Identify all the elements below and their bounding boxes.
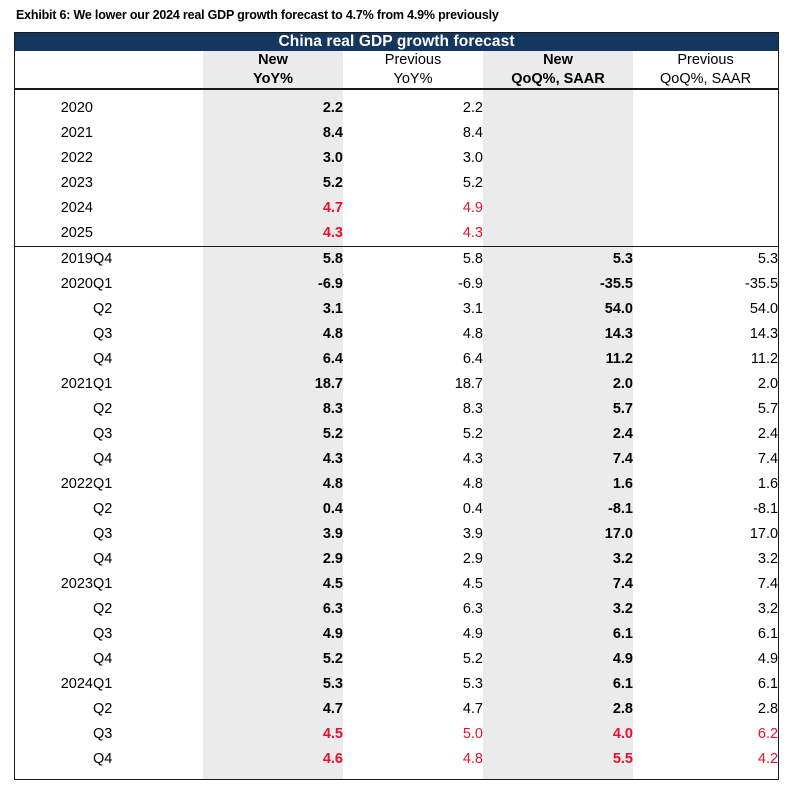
row-new-yoy: 4.8 [203,472,343,497]
row-quarter: Q3 [93,626,113,643]
row-year: 2020 [60,276,93,293]
row-new-qoq [483,171,633,196]
table-banner-title: China real GDP growth forecast [15,33,778,51]
row-prev-yoy: 3.1 [462,301,483,318]
row-prev-qoq: 54.0 [749,301,779,318]
row-new-qoq: 7.4 [483,447,633,472]
row-quarter: Q4 [93,751,113,768]
row-new-qoq: 6.1 [483,622,633,647]
row-quarter: Q4 [93,651,113,668]
header-prev-qoq-line1: Previous [677,52,734,68]
row-year: 2023 [60,175,93,192]
header-prev-qoq [633,51,778,88]
table-row [15,422,778,447]
row-new-qoq [483,96,633,121]
row-year [15,497,93,522]
table-row [15,747,778,772]
header-new-qoq-line2: QoQ%, SAAR [511,70,605,87]
header-prev-yoy-line1: Previous [384,52,442,68]
row-new-yoy: 0.4 [203,497,343,522]
table-row [15,372,778,397]
header-quarter-col [93,51,203,88]
row-prev-yoy: 2.9 [462,551,483,568]
row-prev-yoy: 6.4 [462,351,483,368]
row-year: 2025 [60,225,93,242]
row-quarter: Q3 [93,726,113,743]
row-quarter [93,221,203,246]
row-new-qoq: 7.4 [483,572,633,597]
row-prev-yoy: 4.8 [462,751,483,768]
row-prev-qoq [633,221,778,246]
row-quarter [93,171,203,196]
row-prev-yoy: 5.8 [462,251,483,268]
row-prev-yoy: 4.8 [462,326,483,343]
row-prev-qoq: 4.2 [757,751,779,768]
row-year [15,397,93,422]
row-new-qoq: 4.0 [483,722,633,747]
table-row [15,722,778,747]
row-prev-yoy: 4.5 [462,576,483,593]
row-new-yoy: 2.9 [203,547,343,572]
row-new-yoy: 5.8 [203,247,343,273]
row-new-yoy: 3.0 [203,146,343,171]
row-prev-qoq: 11.2 [750,351,779,368]
row-new-qoq: 3.2 [483,547,633,572]
row-prev-qoq [633,121,778,146]
row-prev-yoy: 3.0 [462,150,483,167]
row-prev-qoq: 2.0 [757,376,779,393]
table-row [15,522,778,547]
table-row [15,196,778,221]
row-prev-qoq: 2.4 [757,426,779,443]
row-prev-qoq [633,196,778,221]
row-quarter: Q1 [93,576,113,593]
table-row [15,146,778,171]
row-year [15,647,93,672]
annual-top-spacer [15,89,778,96]
row-quarter: Q4 [93,551,113,568]
row-quarter: Q3 [93,526,113,543]
row-prev-qoq: 14.3 [749,326,779,343]
table-row [15,497,778,522]
row-prev-qoq: 6.2 [757,726,779,743]
row-new-yoy: 4.8 [203,322,343,347]
row-year: 2024 [60,200,93,217]
row-new-yoy: 3.9 [203,522,343,547]
row-quarter: Q4 [93,351,113,368]
header-prev-yoy-line2: YoY% [393,70,433,87]
row-new-yoy: 3.1 [203,297,343,322]
row-quarter: Q1 [93,676,113,693]
row-new-qoq: 5.3 [483,247,633,273]
row-year: 2024 [60,676,93,693]
row-new-yoy: 2.2 [203,96,343,121]
header-new-qoq [483,51,633,88]
row-prev-qoq [633,171,778,196]
table-header-row [15,51,778,88]
table-body [15,33,778,779]
header-new-yoy-line1: New [258,52,288,68]
table-bottom-padding [15,772,778,779]
row-new-yoy: 6.3 [203,597,343,622]
gdp-forecast-table [15,33,778,779]
row-prev-yoy: 3.9 [462,526,483,543]
table-row [15,547,778,572]
row-year [15,322,93,347]
table-row [15,697,778,722]
row-new-yoy: 5.3 [203,672,343,697]
row-year: 2020 [60,100,93,117]
row-prev-qoq: 3.2 [757,601,779,618]
row-prev-qoq: 5.3 [757,251,779,268]
row-new-yoy: -6.9 [203,272,343,297]
row-prev-yoy: 5.3 [462,676,483,693]
row-year [15,547,93,572]
table-row [15,622,778,647]
header-new-yoy [203,51,343,88]
row-prev-qoq: 17.0 [749,526,779,543]
row-prev-yoy: 8.3 [462,401,483,418]
row-new-qoq: 2.0 [483,372,633,397]
row-new-yoy: 5.2 [203,422,343,447]
exhibit-title: Exhibit 6: We lower our 2024 real GDP growth forecast to 4.7% from 4.9% previously [16,8,499,22]
table-row [15,572,778,597]
row-year [15,697,93,722]
row-year: 2021 [60,125,93,142]
row-year [15,747,93,772]
header-prev-qoq-line2: QoQ%, SAAR [660,70,752,87]
row-new-qoq: 6.1 [483,672,633,697]
row-quarter [93,121,203,146]
row-new-yoy: 4.3 [203,447,343,472]
row-quarter: Q4 [93,251,113,268]
row-prev-yoy: 5.0 [462,726,483,743]
row-new-qoq [483,121,633,146]
row-prev-qoq: 6.1 [757,676,779,693]
row-new-qoq: 54.0 [483,297,633,322]
table-row [15,347,778,372]
row-new-yoy: 5.2 [203,171,343,196]
table-row [15,96,778,121]
row-prev-qoq [633,96,778,121]
row-prev-qoq: -35.5 [745,276,779,293]
row-year: 2019 [60,251,93,268]
row-new-qoq [483,146,633,171]
row-new-yoy: 4.5 [203,722,343,747]
row-prev-qoq: 3.2 [757,551,779,568]
row-quarter: Q2 [93,301,113,318]
row-new-qoq: 2.8 [483,697,633,722]
row-prev-yoy: 5.2 [462,651,483,668]
row-prev-yoy: 4.9 [462,626,483,643]
row-new-qoq: 11.2 [483,347,633,372]
row-year: 2023 [60,576,93,593]
row-quarter [93,146,203,171]
row-quarter: Q1 [93,276,113,293]
row-new-qoq: 5.7 [483,397,633,422]
table-banner-row [15,33,778,51]
table-row [15,221,778,246]
table-row [15,672,778,697]
row-new-yoy: 4.6 [203,747,343,772]
row-new-qoq [483,196,633,221]
row-prev-yoy: 6.3 [462,601,483,618]
row-quarter: Q3 [93,426,113,443]
row-prev-qoq: 1.6 [757,476,779,493]
row-quarter: Q2 [93,701,113,718]
row-new-qoq: -8.1 [483,497,633,522]
row-new-qoq: 4.9 [483,647,633,672]
row-year [15,422,93,447]
header-new-qoq-line1: New [543,52,573,68]
row-quarter: Q3 [93,326,113,343]
row-new-qoq: 17.0 [483,522,633,547]
row-quarter: Q2 [93,401,113,418]
row-prev-yoy: 2.2 [462,100,483,117]
row-year: 2022 [60,476,93,493]
row-new-qoq: 5.5 [483,747,633,772]
table-row [15,297,778,322]
row-prev-qoq: 4.9 [757,651,779,668]
row-quarter [93,196,203,221]
table-row [15,647,778,672]
row-new-yoy: 5.2 [203,647,343,672]
row-prev-yoy: 5.2 [462,175,483,192]
row-year [15,722,93,747]
row-prev-qoq: 5.7 [757,401,779,418]
table-row [15,322,778,347]
row-year [15,347,93,372]
row-new-yoy: 4.7 [203,196,343,221]
row-prev-yoy: 4.3 [462,451,483,468]
table-row [15,597,778,622]
row-year [15,447,93,472]
table-row [15,171,778,196]
row-year [15,297,93,322]
row-prev-yoy: 4.3 [462,225,483,242]
table-row [15,272,778,297]
table-row [15,397,778,422]
row-new-yoy: 18.7 [203,372,343,397]
row-prev-yoy: 4.9 [462,200,483,217]
row-year [15,597,93,622]
row-quarter: Q1 [93,476,113,493]
header-prev-yoy [343,51,483,88]
row-new-qoq: 3.2 [483,597,633,622]
row-year: 2021 [60,376,93,393]
row-new-yoy: 8.4 [203,121,343,146]
row-new-qoq [483,221,633,246]
row-new-qoq: 1.6 [483,472,633,497]
row-prev-qoq: 7.4 [757,451,779,468]
row-new-yoy: 4.7 [203,697,343,722]
row-quarter: Q2 [93,501,113,518]
row-quarter: Q4 [93,451,113,468]
table-row [15,447,778,472]
row-prev-yoy: 8.4 [462,125,483,142]
header-new-yoy-line2: YoY% [252,70,294,87]
row-prev-qoq: 7.4 [757,576,779,593]
row-new-yoy: 4.5 [203,572,343,597]
row-new-yoy: 4.3 [203,221,343,246]
row-new-yoy: 6.4 [203,347,343,372]
row-new-qoq: 2.4 [483,422,633,447]
row-new-qoq: 14.3 [483,322,633,347]
table-row [15,247,778,273]
header-year-col [15,51,93,88]
row-new-yoy: 8.3 [203,397,343,422]
row-year [15,522,93,547]
gdp-forecast-table-container [14,32,779,780]
row-prev-yoy: -6.9 [458,276,483,293]
row-new-qoq: -35.5 [483,272,633,297]
table-row [15,472,778,497]
row-prev-yoy: 4.8 [462,476,483,493]
table-row [15,121,778,146]
row-prev-yoy: 4.7 [462,701,483,718]
row-prev-qoq: -8.1 [753,501,779,518]
row-prev-yoy: 5.2 [462,426,483,443]
row-prev-yoy: 18.7 [454,376,483,393]
row-year: 2022 [60,150,93,167]
row-quarter [93,96,203,121]
row-prev-qoq [633,146,778,171]
row-prev-yoy: 0.4 [462,501,483,518]
row-quarter: Q2 [93,601,113,618]
row-year [15,622,93,647]
row-prev-qoq: 2.8 [757,701,779,718]
row-prev-qoq: 6.1 [757,626,779,643]
row-quarter: Q1 [93,376,113,393]
row-new-yoy: 4.9 [203,622,343,647]
